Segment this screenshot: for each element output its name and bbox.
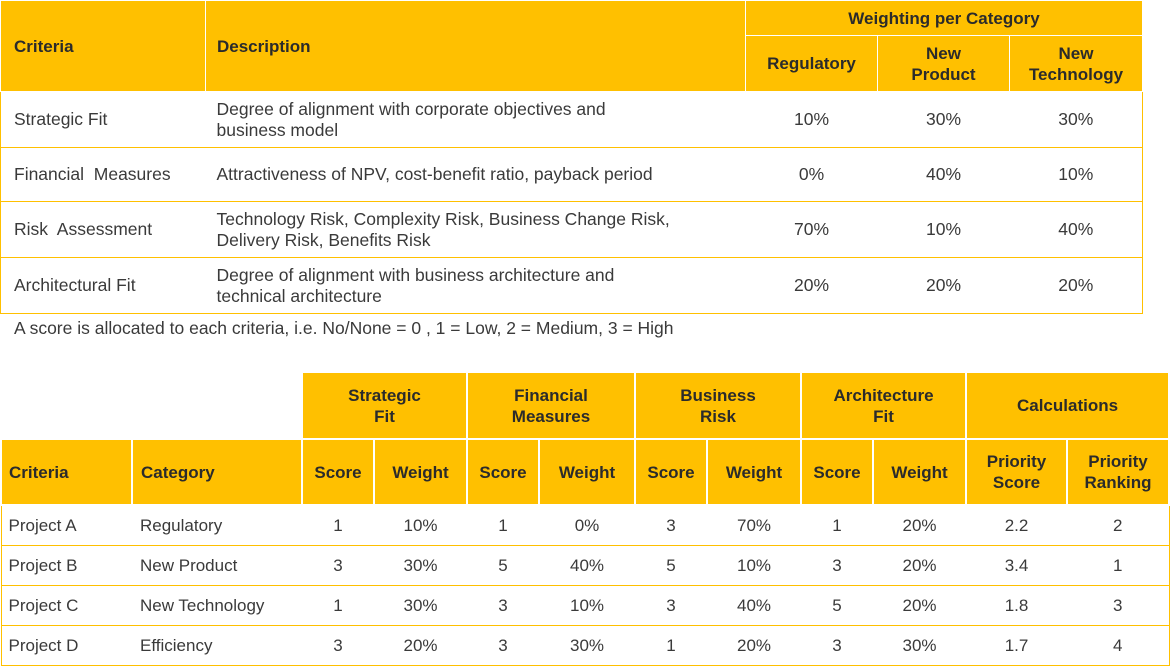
- new-technology-cell: 30%: [1010, 92, 1143, 148]
- priority-ranking-cell: 3: [1067, 586, 1169, 626]
- col-header-new-technology: [1010, 36, 1143, 92]
- col-header-priority-ranking: [1067, 439, 1169, 505]
- header-line: Architecture: [833, 385, 934, 405]
- header-line: Fit: [374, 406, 395, 426]
- desc-line: business model: [216, 119, 339, 140]
- project-cell: Project C: [1, 586, 132, 626]
- criteria-cell: Architectural Fit: [1, 258, 206, 314]
- col-header-priority-score: [966, 439, 1067, 505]
- description-cell: [206, 258, 746, 314]
- header-line: Priority: [986, 452, 1047, 471]
- scoring-table: [0, 371, 1170, 666]
- strategic-score-cell: 3: [302, 626, 374, 666]
- table-row: [1, 258, 1143, 314]
- priority-score-cell: 2.2: [966, 505, 1067, 546]
- header-line: Fit: [873, 406, 894, 426]
- new-technology-cell: 10%: [1010, 148, 1143, 202]
- scoring-note: A score is allocated to each criteria, i.e. No/None = 0 , 1 = Low, 2 = Medium, 3 = High: [14, 318, 674, 338]
- priority-score-cell: 1.8: [966, 586, 1067, 626]
- priority-score-cell: 1.7: [966, 626, 1067, 666]
- desc-line: Degree of alignment with corporate objectives and: [216, 98, 606, 119]
- financial-score-cell: 3: [467, 626, 539, 666]
- header-line: Product: [911, 64, 976, 84]
- financial-weight-cell: 0%: [539, 505, 635, 546]
- project-cell: Project B: [1, 546, 132, 586]
- header-line: Risk: [700, 406, 736, 426]
- architecture-weight-cell: 20%: [873, 505, 966, 546]
- header-line: New: [926, 43, 961, 63]
- architecture-score-cell: 3: [801, 546, 873, 586]
- regulatory-cell: 20%: [746, 258, 878, 314]
- criteria-cell: Financial Measures: [1, 148, 206, 202]
- strategic-weight-cell: 20%: [374, 626, 467, 666]
- category-cell: New Technology: [132, 586, 302, 626]
- table-row: [1, 202, 1143, 258]
- description-cell: [206, 92, 746, 148]
- col-header-weight: Weight: [707, 439, 801, 505]
- financial-score-cell: 5: [467, 546, 539, 586]
- business-score-cell: 5: [635, 546, 707, 586]
- business-score-cell: 3: [635, 505, 707, 546]
- criteria-cell: Strategic Fit: [1, 92, 206, 148]
- strategic-score-cell: 3: [302, 546, 374, 586]
- col-header-score: Score: [635, 439, 707, 505]
- architecture-score-cell: 5: [801, 586, 873, 626]
- priority-ranking-cell: 2: [1067, 505, 1169, 546]
- header-line: Strategic: [348, 385, 421, 405]
- group-header-weighting: Weighting per Category: [746, 1, 1143, 36]
- strategic-score-cell: 1: [302, 505, 374, 546]
- col-header-criteria: Criteria: [1, 439, 132, 505]
- architecture-weight-cell: 20%: [873, 546, 966, 586]
- architecture-score-cell: 3: [801, 626, 873, 666]
- desc-line: Degree of alignment with business architecture and: [216, 264, 615, 285]
- business-weight-cell: 10%: [707, 546, 801, 586]
- header-line: Technology: [1028, 64, 1124, 84]
- group-header-architecture-fit: [801, 372, 966, 439]
- header-line: New: [1058, 43, 1094, 63]
- table-row: [1, 626, 1169, 666]
- new-product-cell: 10%: [878, 202, 1010, 258]
- group-header-business-risk: [635, 372, 801, 439]
- strategic-weight-cell: 30%: [374, 546, 467, 586]
- group-header-calculations: Calculations: [966, 372, 1169, 439]
- description-cell: Attractiveness of NPV, cost-benefit ratio, payback period: [206, 148, 746, 202]
- regulatory-cell: 0%: [746, 148, 878, 202]
- priority-ranking-cell: 4: [1067, 626, 1169, 666]
- financial-weight-cell: 40%: [539, 546, 635, 586]
- category-cell: New Product: [132, 546, 302, 586]
- desc-line: Technology Risk, Complexity Risk, Business Change Risk,: [216, 208, 670, 229]
- table-row: [1, 546, 1169, 586]
- new-product-cell: 30%: [878, 92, 1010, 148]
- col-header-weight: Weight: [539, 439, 635, 505]
- strategic-score-cell: 1: [302, 586, 374, 626]
- regulatory-cell: 70%: [746, 202, 878, 258]
- architecture-weight-cell: 20%: [873, 586, 966, 626]
- architecture-score-cell: 1: [801, 505, 873, 546]
- business-score-cell: 3: [635, 586, 707, 626]
- category-cell: Regulatory: [132, 505, 302, 546]
- table-row: [1, 505, 1169, 546]
- col-header-score: Score: [467, 439, 539, 505]
- category-cell: Efficiency: [132, 626, 302, 666]
- business-score-cell: 1: [635, 626, 707, 666]
- col-header-score: Score: [801, 439, 873, 505]
- new-technology-cell: 20%: [1010, 258, 1143, 314]
- weighting-table: [0, 0, 1143, 314]
- empty-corner: [1, 372, 302, 439]
- col-header-criteria: Criteria: [1, 1, 206, 92]
- col-header-description: Description: [206, 1, 746, 92]
- new-product-cell: 20%: [878, 258, 1010, 314]
- priority-ranking-cell: 1: [1067, 546, 1169, 586]
- header-line: Ranking: [1084, 473, 1152, 492]
- col-header-new-product: [878, 36, 1010, 92]
- priority-score-cell: 3.4: [966, 546, 1067, 586]
- project-cell: Project A: [1, 505, 132, 546]
- table-row: [1, 92, 1143, 148]
- business-weight-cell: 40%: [707, 586, 801, 626]
- project-cell: Project D: [1, 626, 132, 666]
- header-line: Business: [680, 385, 756, 405]
- financial-score-cell: 3: [467, 586, 539, 626]
- col-header-score: Score: [302, 439, 374, 505]
- strategic-weight-cell: 30%: [374, 586, 467, 626]
- financial-weight-cell: 30%: [539, 626, 635, 666]
- header-line: Priority: [1088, 452, 1148, 471]
- col-header-weight: Weight: [374, 439, 467, 505]
- financial-weight-cell: 10%: [539, 586, 635, 626]
- new-product-cell: 40%: [878, 148, 1010, 202]
- business-weight-cell: 70%: [707, 505, 801, 546]
- desc-line: technical architecture: [216, 285, 382, 306]
- col-header-weight: Weight: [873, 439, 966, 505]
- group-header-strategic-fit: [302, 372, 467, 439]
- description-cell: [206, 202, 746, 258]
- header-line: Score: [992, 473, 1041, 492]
- group-header-financial-measures: [467, 372, 635, 439]
- strategic-weight-cell: 10%: [374, 505, 467, 546]
- table-row: [1, 148, 1143, 202]
- header-line: Measures: [511, 406, 591, 426]
- criteria-cell: Risk Assessment: [1, 202, 206, 258]
- financial-score-cell: 1: [467, 505, 539, 546]
- business-weight-cell: 20%: [707, 626, 801, 666]
- table-row: [1, 586, 1169, 626]
- desc-line: Delivery Risk, Benefits Risk: [216, 229, 431, 250]
- col-header-regulatory: Regulatory: [746, 36, 878, 92]
- new-technology-cell: 40%: [1010, 202, 1143, 258]
- col-header-category: Category: [132, 439, 302, 505]
- architecture-weight-cell: 30%: [873, 626, 966, 666]
- regulatory-cell: 10%: [746, 92, 878, 148]
- header-line: Financial: [514, 385, 588, 405]
